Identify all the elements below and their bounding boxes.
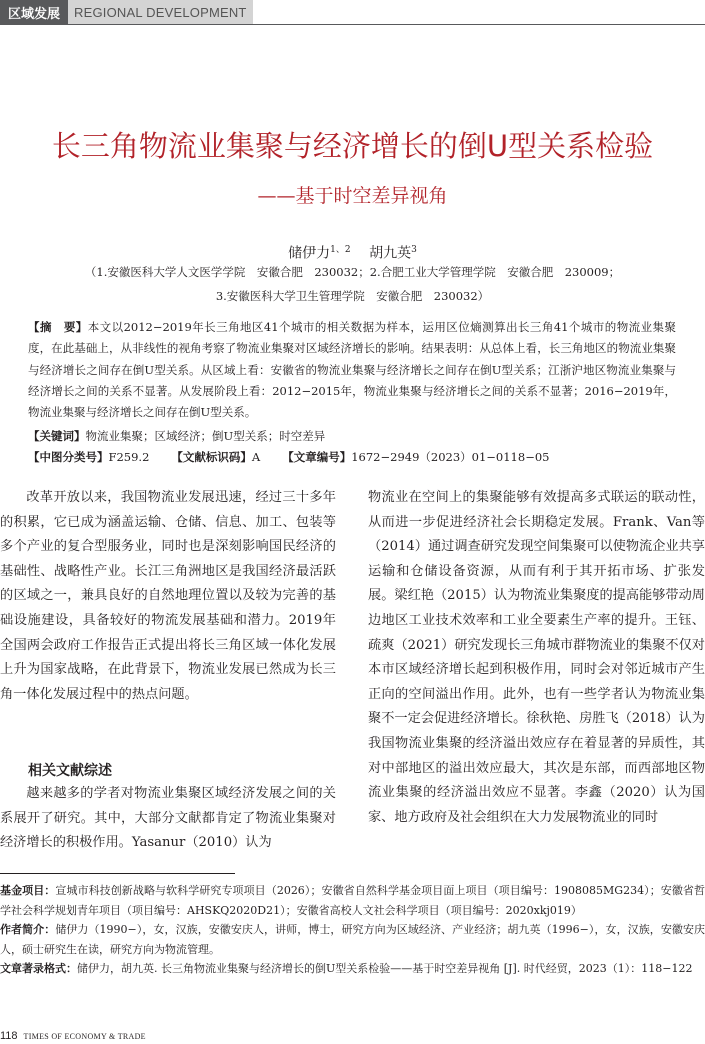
article-number-label: 【文章编号】: [282, 450, 352, 464]
body-paragraph: 物流业在空间上的集聚能够有效提高多式联运的联动性，从而进一步促进经济社会长期稳定发展。Frank、Van等（2014）通过调查研究发现空间集聚可以使物流企业共享运输和仓储设备资源，从而有利于其开拓市场、扩张发展。梁红艳（2015）认为物流业集聚度的提高能够带动周边地区工业技术效率和工业全要素生产率的提升。王钰、疏爽（2021）研究发现长三角城市群物流业的集聚不仅对本市区域经济增长起到积极作用，同时会对邻近城市产生正向的空间溢出作用。此外，也有一些学者认为物流业集聚不一定会促进经济增长。徐秋艳、房胜飞（2018）认为我国物流业集聚的经济溢出效应存在着显著的异质性，其对中部地区的溢出效应最大，其次是东部，而西部地区物流业集聚的经济溢出效应不显著。李鑫（2020）认为国家、地方政府及社会组织在大力发展物流业的同时: [368, 490, 705, 825]
body-column-left: [0, 486, 336, 707]
abstract: [28, 317, 676, 423]
section-label-en: REGIONAL DEVELOPMENT: [68, 0, 253, 24]
section-heading: 相关文献综述: [28, 763, 112, 779]
fund-text: 宣城市科技创新战略与软科学研究专项项目（2026）；安徽省自然科学基金项目面上项目（项目编号：1908085MG234）；安徽省哲学社会科学规划青年项目（项目编号：AHSKQ2020D21）；安徽省高校人文社会科学项目（项目编号：2020xkj019）: [0, 884, 705, 917]
affiliation-line: （1.安徽医科大学人文医学学院 安徽合肥 230032；2.合肥工业大学管理学院 安徽合肥 230009；: [84, 265, 621, 279]
keywords-label: 【关键词】: [28, 429, 86, 443]
keywords-text: 物流业集聚；区域经济；倒U型关系；时空差异: [85, 429, 326, 443]
author-bio-text: 储伊力（1990−），女，汉族，安徽安庆人，讲师，博士，研究方向为区域经济、产业经济；胡九英（1996−），女，汉族，安徽安庆人，硕士研究生在读，研究方向为物流管理。: [0, 923, 705, 956]
abstract-text: 本文以2012−2019年长三角地区41个城市的相关数据为样本，运用区位熵测算出长三角41个城市的物流业集聚度，在此基础上，从非线性的视角考察了物流业集聚对区域经济增长的影响。结果表明：从总体上看，长三角地区的物流业集聚与经济增长之间存在倒U型关系。从区域上看：安徽省的物流业集聚与经济增长之间存在倒U型关系；江浙沪地区物流业集聚与经济增长之间的关系不显著。从发展阶段上看：2012−2015年，物流业集聚与经济增长之间的关系不显著；2016−2019年，物流业集聚与经济增长之间存在倒U型关系。: [28, 320, 676, 420]
article-subtitle: ——基于时空差异视角: [257, 185, 448, 207]
author-line: [0, 240, 705, 264]
body-column-left-continued: [0, 782, 336, 856]
section-header: [0, 0, 253, 24]
classification-line: [28, 447, 688, 467]
header-rule: [0, 24, 705, 25]
section-label: 区域发展: [0, 0, 68, 24]
fund-note: [0, 881, 705, 920]
doc-code-label: 【文献标识码】: [171, 450, 252, 464]
author-affil-mark: 1、2: [330, 245, 351, 255]
abstract-label: 【摘 要】: [28, 320, 88, 334]
author-affil-mark: 3: [411, 245, 417, 255]
article-title: 长三角物流业集聚与经济增长的倒U型关系检验: [51, 129, 654, 163]
clc-code: F259.2: [108, 450, 150, 464]
body-paragraph: 越来越多的学者对物流业集聚区域经济发展之间的关系展开了研究。其中，大部分文献都肯定了物流业集聚对经济增长的积极作用。Yasanur（2010）认为: [0, 786, 336, 851]
doc-code: A: [251, 450, 261, 464]
fund-label: 基金项目：: [0, 884, 56, 897]
citation-text: 储伊力，胡九英. 长三角物流业集聚与经济增长的倒U型关系检验——基于时空差异视角 [J]. 时代经贸，2023（1）：118−122: [77, 962, 693, 976]
footnote-rule: [0, 873, 235, 874]
page-number: 118: [0, 1030, 18, 1042]
author-note: [0, 920, 705, 959]
author-name: 胡九英: [369, 245, 412, 262]
body-column-right: [368, 486, 705, 830]
author-bio-label: 作者简介：: [0, 923, 56, 937]
journal-name: TIMES OF ECONOMY & TRADE: [23, 1032, 146, 1041]
article-number: 1672−2949（2023）01−0118−05: [351, 450, 550, 464]
keywords: [28, 426, 676, 446]
citation-label: 文章著录格式：: [0, 962, 77, 976]
clc-label: 【中图分类号】: [28, 450, 109, 464]
citation-note: [0, 959, 705, 979]
affiliation-line: 3.安徽医科大学卫生管理学院 安徽合肥 230032）: [215, 289, 490, 303]
author-name: 储伊力: [288, 245, 331, 262]
page-footer: [0, 1029, 146, 1044]
footnotes: [0, 881, 705, 979]
body-paragraph: 改革开放以来，我国物流业发展迅速，经过三十多年的积累，它已成为涵盖运输、仓储、信息、加工、包装等多个产业的复合型服务业，同时也是深刻影响国民经济的基础性、战略性产业。长江三角洲地区是我国经济最活跃的区域之一，兼具良好的自然地理位置以及较为完善的基础设施建设，具备较好的物流发展基础和潜力。2019年全国两会政府工作报告正式提出将长三角区域一体化发展上升为国家战略，在此背景下，物流业发展已然成为长三角一体化发展过程中的热点问题。: [0, 490, 336, 702]
